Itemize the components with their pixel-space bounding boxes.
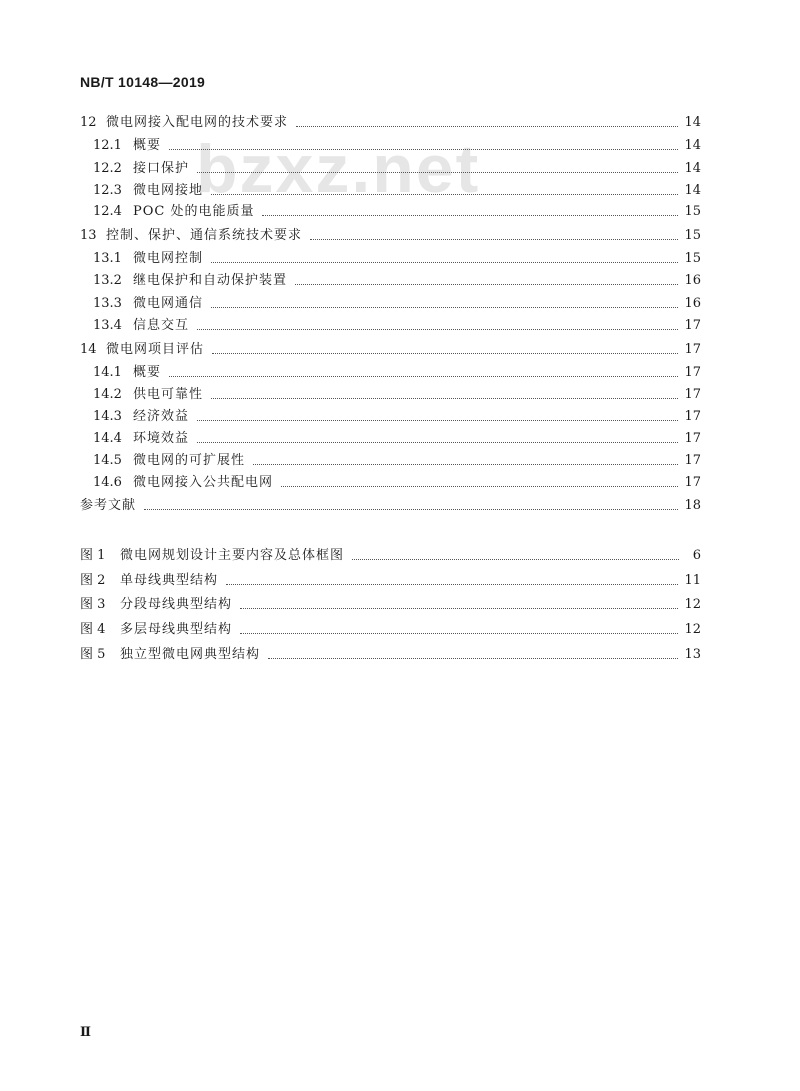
toc-number: 12.3 — [93, 183, 122, 198]
toc-number: 14.3 — [93, 409, 122, 424]
toc-number: 12 — [80, 115, 97, 130]
dot-leader — [240, 632, 678, 634]
toc-entry[interactable] — [93, 317, 701, 335]
figure-number: 图 5 — [80, 647, 106, 662]
dot-leader — [211, 261, 678, 263]
toc-number: 14.4 — [93, 431, 122, 446]
toc-page: 15 — [684, 251, 701, 266]
toc-title: 供电可靠性 — [133, 387, 204, 402]
toc-entry[interactable] — [93, 160, 701, 178]
figure-entry[interactable] — [80, 572, 701, 590]
toc-title: 微电网项目评估 — [106, 342, 205, 357]
toc-page: 17 — [684, 342, 701, 357]
watermark: bzxz.net — [196, 131, 481, 207]
toc-title: 参考文献 — [80, 498, 137, 513]
figure-page: 12 — [684, 597, 701, 612]
figure-title: 分段母线典型结构 — [120, 597, 233, 612]
toc-title: 概要 — [133, 138, 162, 153]
toc-page: 17 — [684, 387, 701, 402]
dot-leader — [212, 352, 678, 354]
dot-leader — [262, 214, 678, 216]
toc-number: 12.2 — [93, 161, 122, 176]
toc-page: 17 — [684, 475, 701, 490]
toc-number: 13.2 — [93, 273, 122, 288]
figure-number: 图 1 — [80, 548, 106, 563]
toc-title: 微电网通信 — [133, 296, 204, 311]
toc-number: 14 — [80, 342, 97, 357]
toc-number: 13.3 — [93, 296, 122, 311]
toc-number: 14.5 — [93, 453, 122, 468]
toc-title: POC 处的电能质量 — [133, 204, 255, 219]
toc-page: 16 — [684, 296, 701, 311]
toc-number: 14.1 — [93, 365, 122, 380]
toc-entry[interactable] — [93, 182, 701, 200]
toc-entry[interactable] — [80, 227, 701, 245]
dot-leader — [281, 485, 678, 487]
toc-entry[interactable] — [93, 250, 701, 268]
document-header: NB/T 10148—2019 — [80, 74, 206, 90]
figure-page: 11 — [684, 573, 701, 588]
toc-number: 12.4 — [93, 204, 122, 219]
toc-entry[interactable] — [80, 497, 701, 515]
toc-title: 信息交互 — [133, 318, 190, 333]
figure-title: 独立型微电网典型结构 — [120, 647, 261, 662]
figure-entry[interactable] — [80, 621, 701, 639]
toc-page: 14 — [684, 115, 701, 130]
toc-title: 微电网控制 — [133, 251, 204, 266]
dot-leader — [295, 283, 678, 285]
figure-entry[interactable] — [80, 547, 701, 565]
toc-entry[interactable] — [93, 386, 701, 404]
toc-entry[interactable] — [93, 295, 701, 313]
figure-number: 图 4 — [80, 622, 106, 637]
toc-page: 17 — [684, 318, 701, 333]
toc-entry[interactable] — [80, 114, 701, 132]
dot-leader — [226, 583, 678, 585]
toc-title: 微电网接入公共配电网 — [133, 475, 274, 490]
dot-leader — [268, 657, 678, 659]
figure-title: 单母线典型结构 — [120, 573, 219, 588]
figure-number: 图 2 — [80, 573, 106, 588]
toc-entry[interactable] — [93, 203, 701, 221]
toc-title: 经济效益 — [133, 409, 190, 424]
toc-entry[interactable] — [93, 408, 701, 426]
toc-page: 15 — [684, 204, 701, 219]
toc-page: 17 — [684, 409, 701, 424]
dot-leader — [240, 607, 678, 609]
page-number: Ⅱ — [80, 1025, 91, 1040]
dot-leader — [169, 148, 678, 150]
toc-title: 微电网的可扩展性 — [133, 453, 246, 468]
toc-title: 概要 — [133, 365, 162, 380]
figure-page: 12 — [684, 622, 701, 637]
toc-title: 接口保护 — [133, 161, 190, 176]
figure-title: 微电网规划设计主要内容及总体框图 — [120, 548, 345, 563]
toc-title: 控制、保护、通信系统技术要求 — [106, 228, 303, 243]
dot-leader — [197, 441, 678, 443]
dot-leader — [197, 328, 678, 330]
dot-leader — [211, 306, 678, 308]
figure-entry[interactable] — [80, 596, 701, 614]
dot-leader — [296, 125, 678, 127]
toc-page: 17 — [684, 365, 701, 380]
toc-page: 17 — [684, 431, 701, 446]
toc-entry[interactable] — [93, 474, 701, 492]
toc-title: 环境效益 — [133, 431, 190, 446]
dot-leader — [197, 419, 678, 421]
toc-page: 14 — [684, 138, 701, 153]
figure-page: 6 — [692, 548, 701, 563]
dot-leader — [144, 508, 678, 510]
toc-title: 微电网接地 — [133, 183, 204, 198]
toc-number: 14.2 — [93, 387, 122, 402]
dot-leader — [352, 558, 679, 560]
toc-title: 微电网接入配电网的技术要求 — [106, 115, 289, 130]
toc-page: 14 — [684, 161, 701, 176]
toc-entry[interactable] — [93, 137, 701, 155]
toc-page: 14 — [684, 183, 701, 198]
dot-leader — [310, 238, 678, 240]
toc-entry[interactable] — [80, 341, 701, 359]
toc-entry[interactable] — [93, 272, 701, 290]
toc-entry[interactable] — [93, 452, 701, 470]
dot-leader — [253, 463, 678, 465]
toc-page: 17 — [684, 453, 701, 468]
dot-leader — [211, 193, 678, 195]
dot-leader — [169, 375, 678, 377]
toc-page: 16 — [684, 273, 701, 288]
toc-number: 13.4 — [93, 318, 122, 333]
figure-page: 13 — [684, 647, 701, 662]
dot-leader — [211, 397, 678, 399]
toc-number: 13 — [80, 228, 97, 243]
figure-title: 多层母线典型结构 — [120, 622, 233, 637]
toc-page: 18 — [684, 498, 701, 513]
toc-page: 15 — [684, 228, 701, 243]
toc-number: 14.6 — [93, 475, 122, 490]
figure-number: 图 3 — [80, 597, 106, 612]
toc-entry[interactable] — [93, 364, 701, 382]
toc-entry[interactable] — [93, 430, 701, 448]
toc-number: 13.1 — [93, 251, 122, 266]
toc-number: 12.1 — [93, 138, 122, 153]
dot-leader — [197, 171, 678, 173]
figure-entry[interactable] — [80, 646, 701, 664]
toc-title: 继电保护和自动保护装置 — [133, 273, 288, 288]
